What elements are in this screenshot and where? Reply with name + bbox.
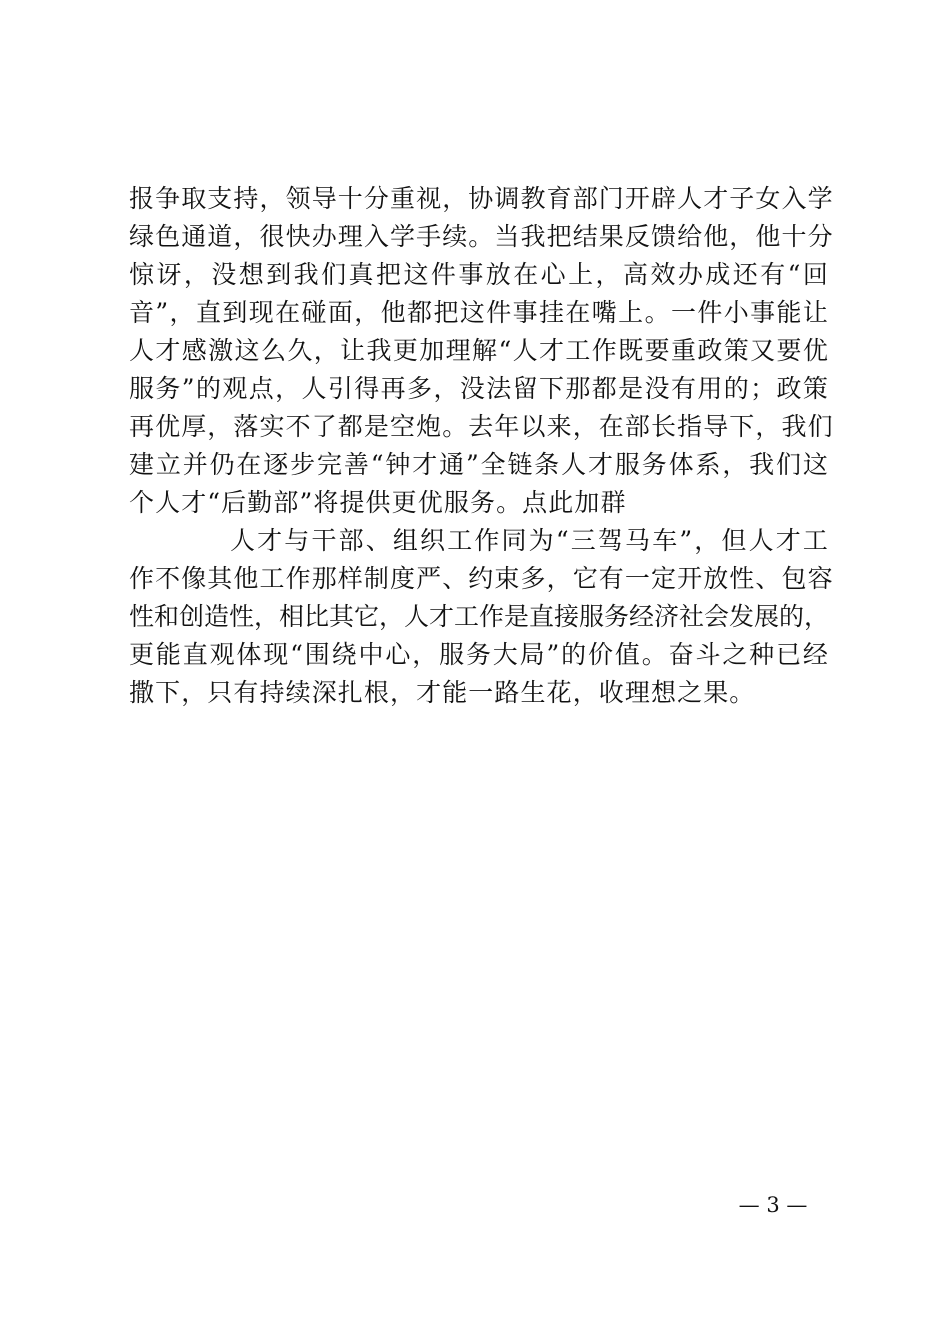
text-line: 人才与干部、组织工作同为“三驾马车”，但人才工 bbox=[230, 526, 829, 555]
text-line: 作不像其他工作那样制度严、约束多，它有一定开放性、包容 bbox=[129, 564, 834, 593]
text-line: 个人才“后勤部”将提供更优服务。点此加群 bbox=[129, 488, 627, 517]
text-line: 报争取支持，领导十分重视，协调教育部门开辟人才子女入学 bbox=[129, 184, 834, 213]
text-line: 建立并仍在逐步完善“钟才通”全链条人才服务体系，我们这 bbox=[129, 450, 829, 479]
text-line: 再优厚，落实不了都是空炮。去年以来，在部长指导下，我们 bbox=[129, 412, 834, 441]
text-line: 惊讶，没想到我们真把这件事放在心上，高效办成还有“回 bbox=[129, 260, 829, 289]
text-line: 人才感激这么久，让我更加理解“人才工作既要重政策又要优 bbox=[129, 336, 829, 365]
text-line: 音”，直到现在碰面，他都把这件事挂在嘴上。一件小事能让 bbox=[129, 298, 829, 327]
text-line: 绿色通道，很快办理入学手续。当我把结果反馈给他，他十分 bbox=[129, 222, 834, 251]
text-line: 服务”的观点，人引得再多，没法留下那都是没有用的；政策 bbox=[129, 374, 829, 403]
text-line: 更能直观体现“围绕中心，服务大局”的价值。奋斗之种已经 bbox=[129, 640, 829, 669]
page-number: — 3 — bbox=[738, 1193, 808, 1217]
text-line: 撒下，只有持续深扎根，才能一路生花，收理想之果。 bbox=[129, 678, 756, 707]
text-line: 性和创造性，相比其它，人才工作是直接服务经济社会发展的， bbox=[129, 602, 830, 631]
